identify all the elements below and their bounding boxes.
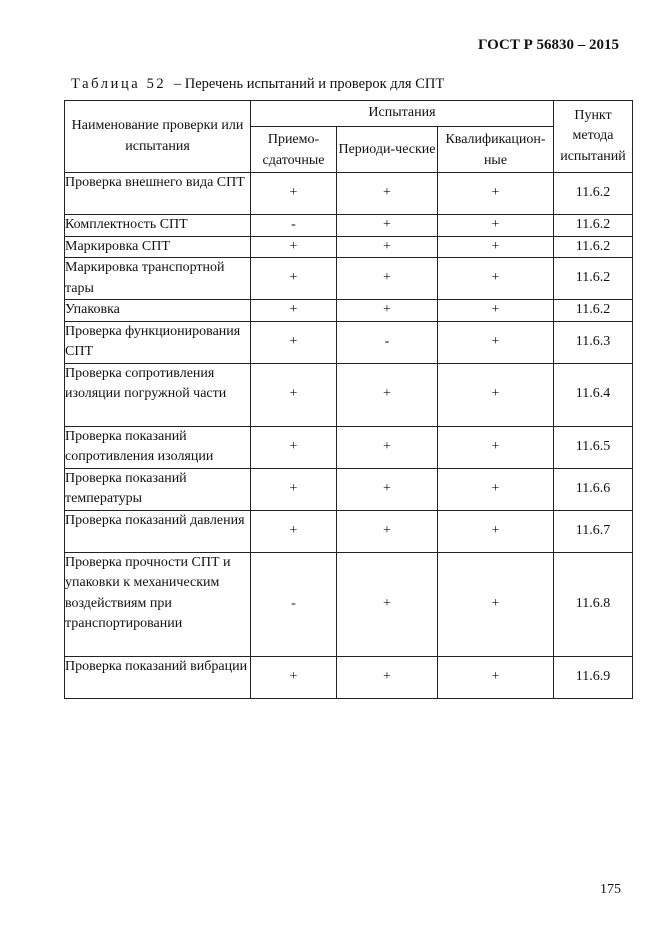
row-method-ref: 11.6.2 [554,300,633,322]
row-qualification-mark: + [438,426,554,468]
table-caption-text: – Перечень испытаний и проверок для СПТ [173,76,445,92]
row-qualification-mark: + [438,258,554,300]
table-caption [71,76,444,93]
row-periodic-mark: + [337,215,438,237]
row-qualification-mark: + [438,552,554,656]
row-acceptance-mark: + [251,258,337,300]
table-row [65,236,633,258]
row-qualification-mark: + [438,300,554,322]
row-method-ref: 11.6.8 [554,552,633,656]
row-acceptance-mark: - [251,215,337,237]
row-acceptance-mark: + [251,300,337,322]
row-acceptance-mark: + [251,321,337,363]
table-row [65,215,633,237]
row-acceptance-mark: + [251,363,337,426]
page-number: 175 [600,882,621,897]
table-row [65,321,633,363]
header-acceptance: Приемо-сдаточные [251,127,337,173]
row-acceptance-mark: - [251,552,337,656]
document-header: ГОСТ Р 56830 – 2015 [477,37,619,53]
row-name: Проверка прочности СПТ и упаковки к механическим воздействиям при транспортировании [65,552,251,656]
row-name: Проверка функционирования СПТ [65,321,251,363]
header-periodic: Периоди-ческие [337,127,438,173]
row-acceptance-mark: + [251,173,337,215]
table-row [65,173,633,215]
row-name: Комплектность СПТ [65,215,251,237]
table-row [65,300,633,322]
row-acceptance-mark: + [251,426,337,468]
row-name: Проверка показаний вибрации [65,656,251,698]
row-method-ref: 11.6.6 [554,468,633,510]
header-tests-group: Испытания [251,101,554,127]
row-name: Маркировка транспортной тары [65,258,251,300]
row-method-ref: 11.6.2 [554,236,633,258]
table-row [65,468,633,510]
row-qualification-mark: + [438,173,554,215]
row-method-ref: 11.6.9 [554,656,633,698]
header-qualification: Квалификацион-ные [438,127,554,173]
row-acceptance-mark: + [251,510,337,552]
table-caption-label: Таблица 52 [71,76,167,92]
row-name: Проверка показаний температуры [65,468,251,510]
row-name: Проверка показаний сопротивления изоляции [65,426,251,468]
row-periodic-mark: - [337,321,438,363]
row-periodic-mark: + [337,656,438,698]
row-periodic-mark: + [337,468,438,510]
header-method: Пункт метода испытаний [554,101,633,173]
row-name: Маркировка СПТ [65,236,251,258]
row-periodic-mark: + [337,258,438,300]
row-periodic-mark: + [337,236,438,258]
tests-table [64,100,633,699]
header-name: Наименование проверки или испытания [65,101,251,173]
row-periodic-mark: + [337,510,438,552]
row-method-ref: 11.6.3 [554,321,633,363]
row-qualification-mark: + [438,215,554,237]
row-method-ref: 11.6.5 [554,426,633,468]
row-qualification-mark: + [438,363,554,426]
row-acceptance-mark: + [251,236,337,258]
row-name: Упаковка [65,300,251,322]
row-qualification-mark: + [438,321,554,363]
table-row [65,426,633,468]
row-method-ref: 11.6.2 [554,258,633,300]
table-row [65,656,633,698]
table-row [65,510,633,552]
table-row [65,258,633,300]
row-method-ref: 11.6.7 [554,510,633,552]
row-name: Проверка внешнего вида СПТ [65,173,251,215]
row-qualification-mark: + [438,468,554,510]
row-acceptance-mark: + [251,468,337,510]
row-method-ref: 11.6.2 [554,215,633,237]
table-row [65,363,633,426]
row-periodic-mark: + [337,363,438,426]
row-periodic-mark: + [337,552,438,656]
row-acceptance-mark: + [251,656,337,698]
row-qualification-mark: + [438,510,554,552]
row-periodic-mark: + [337,173,438,215]
row-method-ref: 11.6.2 [554,173,633,215]
row-qualification-mark: + [438,236,554,258]
table-row [65,552,633,656]
row-name: Проверка сопротивления изоляции погружной части [65,363,251,426]
row-periodic-mark: + [337,300,438,322]
table-body [65,173,633,699]
row-method-ref: 11.6.4 [554,363,633,426]
row-name: Проверка показаний давления [65,510,251,552]
row-periodic-mark: + [337,426,438,468]
row-qualification-mark: + [438,656,554,698]
